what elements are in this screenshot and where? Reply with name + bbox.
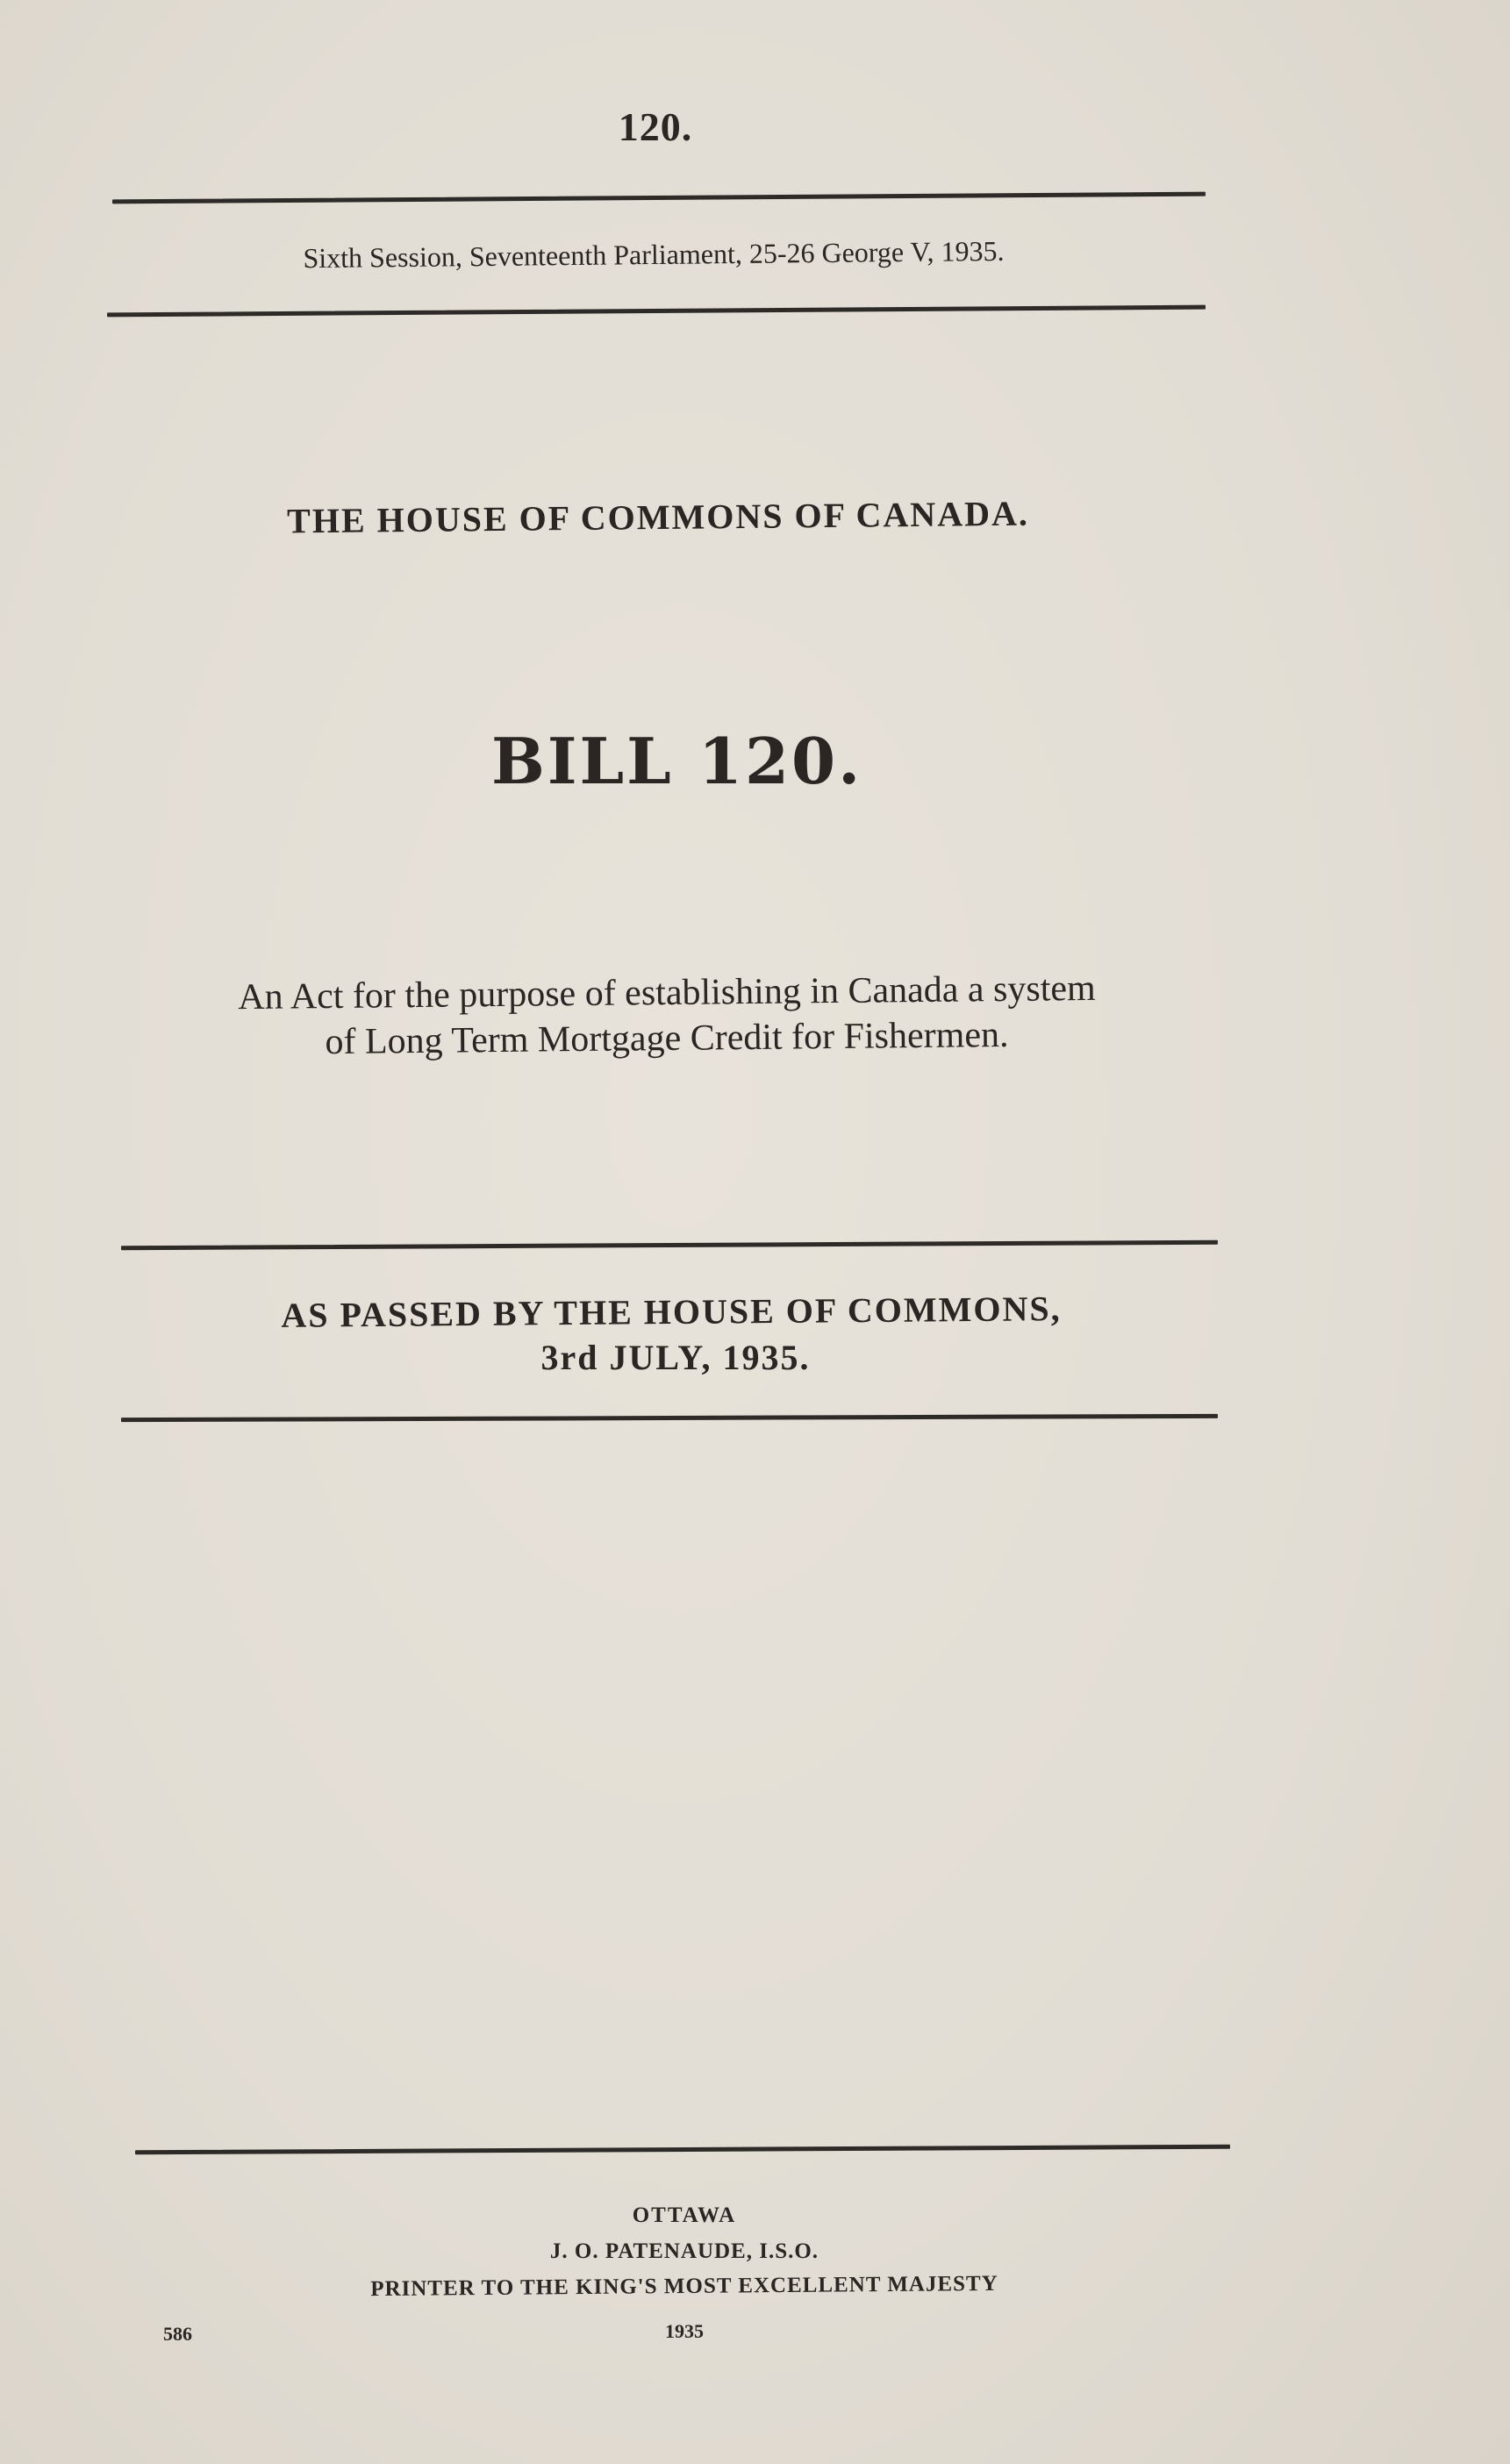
passed-date: 3rd JULY, 1935. bbox=[540, 1338, 811, 1377]
bottom-rule bbox=[135, 2145, 1230, 2155]
top-rule-upper bbox=[112, 192, 1206, 204]
imprint-year: 1935 bbox=[665, 2320, 704, 2342]
page-code: 586 bbox=[163, 2323, 192, 2345]
bill-title: BILL 120. bbox=[491, 724, 863, 798]
act-title-line-1: An Act for the purpose of establishing in Canada a system bbox=[238, 968, 1096, 1018]
session-line: Sixth Session, Seventeenth Parliament, 25-26 George V, 1935. bbox=[303, 234, 1005, 275]
passed-statement-line-1: AS PASSED BY THE HOUSE OF COMMONS, bbox=[281, 1289, 1062, 1335]
bill-number-top: 120. bbox=[618, 104, 693, 149]
imprint-city: OTTAWA bbox=[632, 2203, 737, 2227]
top-rule-lower bbox=[107, 305, 1206, 318]
house-heading: THE HOUSE OF COMMONS OF CANADA. bbox=[286, 493, 1030, 541]
act-title-line-2: of Long Term Mortgage Credit for Fishermen. bbox=[325, 1014, 1009, 1063]
middle-rule-lower bbox=[121, 1414, 1218, 1422]
middle-rule-upper bbox=[121, 1240, 1218, 1251]
imprint-printer-name: J. O. PATENAUDE, I.S.O. bbox=[549, 2239, 819, 2263]
imprint-printer-title: PRINTER TO THE KING'S MOST EXCELLENT MAJESTY bbox=[370, 2271, 998, 2302]
